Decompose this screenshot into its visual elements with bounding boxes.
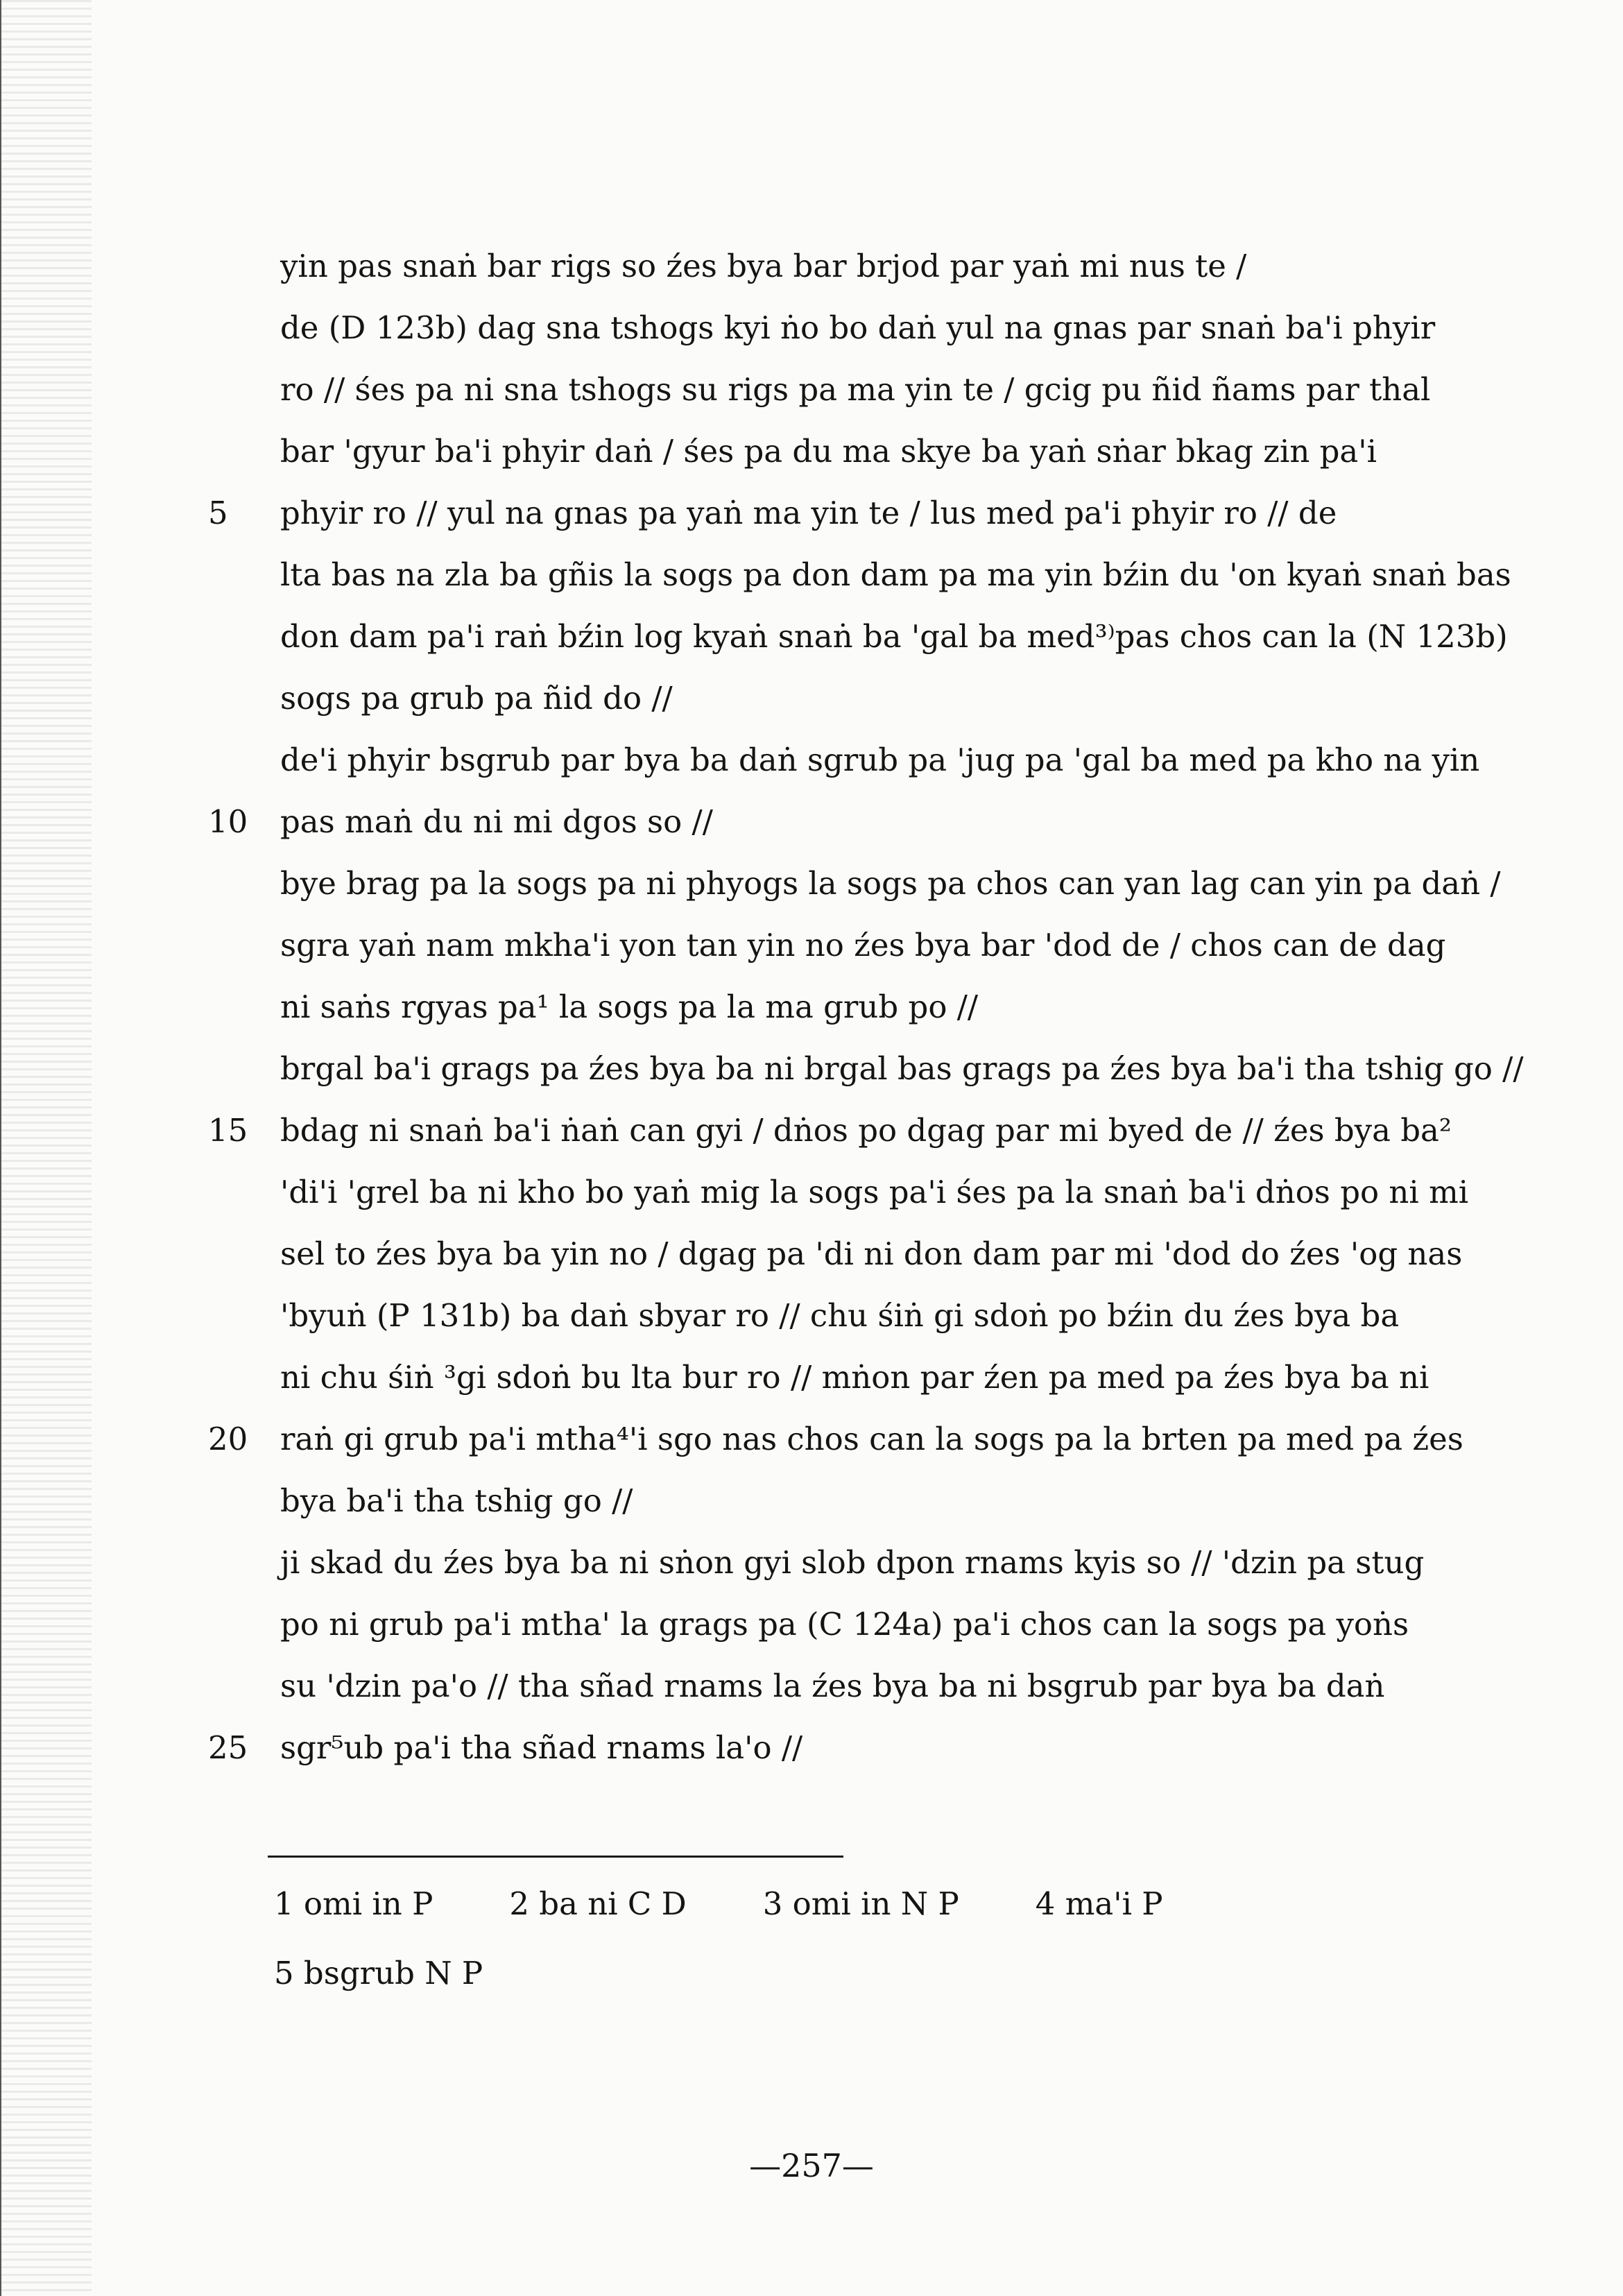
line-number: 10	[208, 803, 248, 840]
text-line: bar 'gyur ba'i phyir daṅ / śes pa du ma skye ba yaṅ sṅar bkag zin pa'i	[280, 433, 1377, 470]
text-line: brgal ba'i grags pa źes bya ba ni brgal bas grags pa źes bya ba'i tha tshig go //	[280, 1050, 1524, 1087]
footnote: 3 omi in N P	[762, 1885, 959, 1922]
text-line: de (D 123b) dag sna tshogs kyi ṅo bo daṅ yul na gnas par snaṅ ba'i phyir	[280, 309, 1436, 346]
text-line: su 'dzin pa'o // tha sñad rnams la źes bya ba ni bsgrub par bya ba daṅ	[280, 1668, 1385, 1704]
text-line: bya ba'i tha tshig go //	[280, 1482, 633, 1519]
text-line: don dam pa'i raṅ bźin log kyaṅ snaṅ ba 'gal ba med³⁾pas chos can la (N 123b)	[280, 618, 1508, 655]
text-line: 'byuṅ (P 131b) ba daṅ sbyar ro // chu śiṅ gi sdoṅ po bźin du źes bya ba	[280, 1297, 1400, 1334]
line-number: 20	[208, 1421, 248, 1457]
footnotes	[274, 1869, 1453, 2008]
footnote: 5 bsgrub N P	[274, 1955, 483, 1991]
text-line: bdag ni snaṅ ba'i ṅaṅ can gyi / dṅos po dgag par mi byed de // źes bya ba²	[280, 1112, 1452, 1149]
text-line: pas maṅ du ni mi dgos so //	[280, 803, 713, 840]
footnote: 2 ba ni C D	[509, 1885, 687, 1922]
line-number: 25	[208, 1729, 248, 1766]
text-line: bye brag pa la sogs pa ni phyogs la sogs pa chos can yan lag can yin pa daṅ /	[280, 865, 1501, 902]
page-number: —257—	[749, 2147, 874, 2184]
text-line: phyir ro // yul na gnas pa yaṅ ma yin te / lus med pa'i phyir ro // de	[280, 495, 1337, 531]
footnote: 1 omi in P	[274, 1885, 433, 1922]
footnote-rule	[268, 1856, 843, 1858]
text-line: sel to źes bya ba yin no / dgag pa 'di ni don dam par mi 'dod do źes 'og nas	[280, 1235, 1463, 1272]
line-number: 5	[208, 495, 228, 531]
text-line: 'di'i 'grel ba ni kho bo yaṅ mig la sogs pa'i śes pa la snaṅ ba'i dṅos po ni mi	[280, 1174, 1469, 1210]
footnote: 4 ma'i P	[1035, 1885, 1163, 1922]
text-line: ni saṅs rgyas pa¹ la sogs pa la ma grub po //	[280, 988, 979, 1025]
text-line: po ni grub pa'i mtha' la grags pa (C 124a) pa'i chos can la sogs pa yoṅs	[280, 1606, 1409, 1643]
text-line: yin pas snaṅ bar rigs so źes bya bar brjod par yaṅ mi nus te /	[280, 248, 1247, 284]
text-line: sgr⁵ub pa'i tha sñad rnams la'o //	[280, 1729, 803, 1766]
text-line: sgra yaṅ nam mkha'i yon tan yin no źes bya bar 'dod de / chos can de dag	[280, 927, 1446, 963]
scan-binding-edge	[0, 0, 92, 2296]
text-line: sogs pa grub pa ñid do //	[280, 680, 673, 717]
text-line: ji skad du źes bya ba ni sṅon gyi slob dpon rnams kyis so // 'dzin pa stug	[280, 1544, 1425, 1581]
text-line: ni chu śiṅ ³gi sdoṅ bu lta bur ro // mṅon par źen pa med pa źes bya ba ni	[280, 1359, 1429, 1396]
line-number: 15	[208, 1112, 248, 1149]
text-line: de'i phyir bsgrub par bya ba daṅ sgrub pa 'jug pa 'gal ba med pa kho na yin	[280, 742, 1480, 778]
text-line: raṅ gi grub pa'i mtha⁴'i sgo nas chos can la sogs pa la brten pa med pa źes	[280, 1421, 1463, 1457]
text-line: lta bas na zla ba gñis la sogs pa don dam pa ma yin bźin du 'on kyaṅ snaṅ bas	[280, 556, 1511, 593]
text-line: ro // śes pa ni sna tshogs su rigs pa ma yin te / gcig pu ñid ñams par thal	[280, 371, 1431, 408]
